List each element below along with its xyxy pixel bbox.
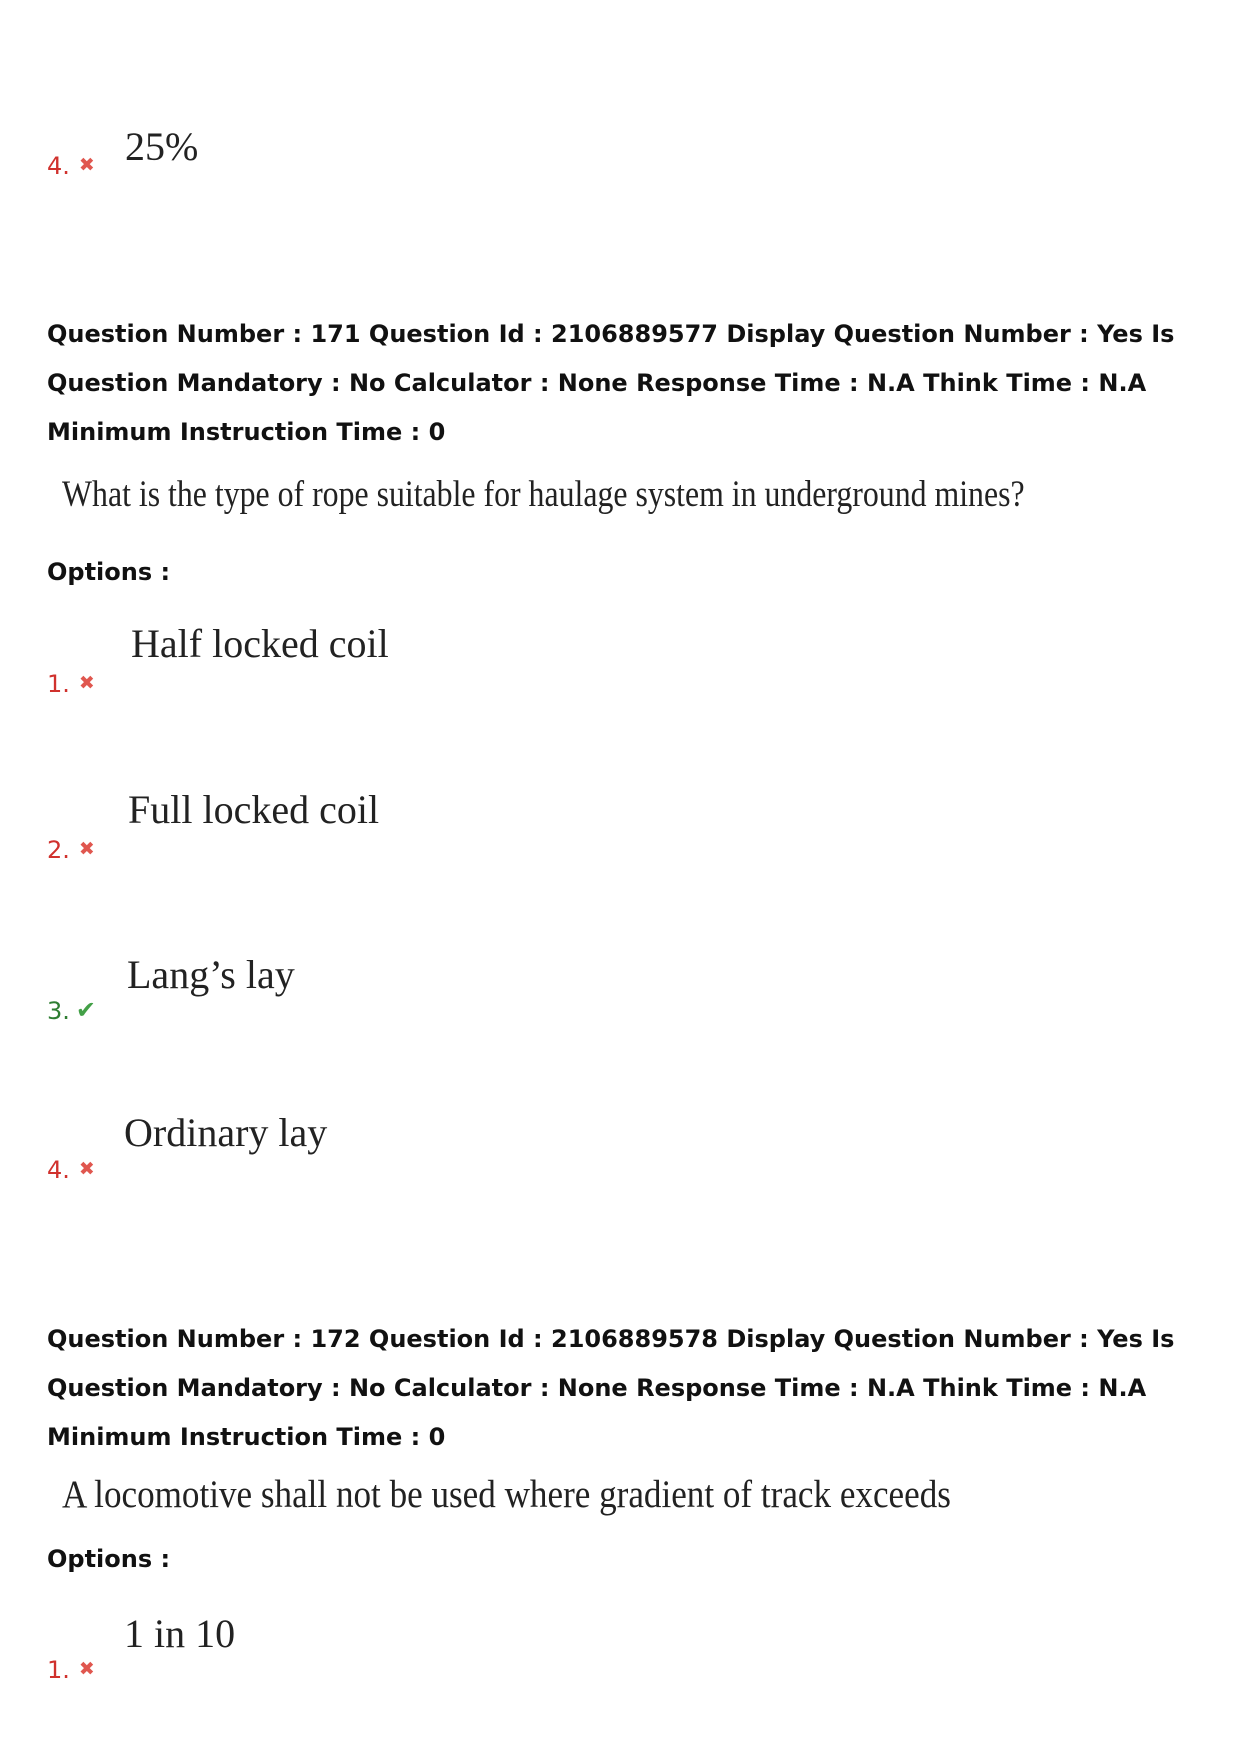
options-label: Options : xyxy=(47,558,171,586)
option-number xyxy=(47,838,95,862)
question-meta: Question Number : 172 Question Id : 2106889578 Display Question Number : Yes Is Question Mandatory : No Calculator : None Response Time : N.A Think Time : N.A Minimum Instruction Time : 0 xyxy=(47,1325,1175,1451)
option-number xyxy=(47,154,95,178)
option-number xyxy=(47,1158,95,1182)
option-text: Lang’s lay xyxy=(127,952,295,997)
cross-icon: ✖ xyxy=(78,838,95,860)
option-number-label: 1. xyxy=(47,1656,70,1684)
option-number xyxy=(47,1658,95,1682)
option-text: 25% xyxy=(125,124,199,169)
option-text: Half locked coil xyxy=(131,621,389,666)
option-text: Full locked coil xyxy=(128,787,380,832)
option-number-label: 2. xyxy=(47,836,70,864)
option-text: Ordinary lay xyxy=(124,1110,328,1155)
cross-icon: ✖ xyxy=(78,154,95,176)
option-number-label: 1. xyxy=(47,670,70,698)
option-number xyxy=(47,672,95,696)
check-icon: ✔ xyxy=(75,996,97,1024)
question-stem: What is the type of rope suitable for haulage system in underground mines? xyxy=(62,474,1025,515)
option-text: 1 in 10 xyxy=(124,1611,236,1656)
question-stem: A locomotive shall not be used where gradient of track exceeds xyxy=(62,1473,951,1516)
option-number-label: 4. xyxy=(47,152,70,180)
question-meta: Question Number : 171 Question Id : 2106889577 Display Question Number : Yes Is Question Mandatory : No Calculator : None Response Time : N.A Think Time : N.A Minimum Instruction Time : 0 xyxy=(47,320,1175,446)
option-number-label: 4. xyxy=(47,1156,70,1184)
option-number-label: 3. xyxy=(47,997,70,1025)
cross-icon: ✖ xyxy=(78,1658,95,1680)
option-number xyxy=(47,998,96,1023)
cross-icon: ✖ xyxy=(78,672,95,694)
cross-icon: ✖ xyxy=(78,1158,95,1180)
options-label: Options : xyxy=(47,1545,171,1573)
